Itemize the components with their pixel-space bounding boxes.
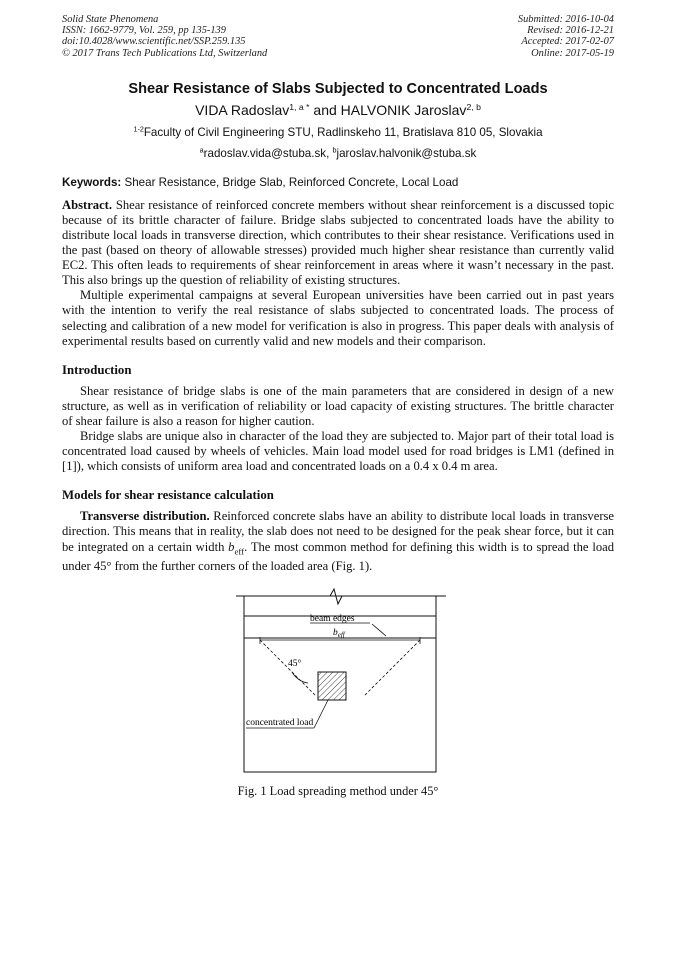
- paper-page: [62, 14, 614, 799]
- journal-info: [62, 14, 267, 59]
- loaded-area: [318, 672, 346, 700]
- online-date: Online: 2017-05-19: [531, 47, 614, 59]
- doi: doi:10.4028/www.scientific.net/SSP.259.135: [62, 36, 246, 48]
- abstract-paragraph-1: [62, 198, 614, 289]
- beff-symbol: b: [228, 539, 235, 554]
- label-45deg: 45°: [288, 659, 302, 670]
- figure-1: [62, 588, 614, 780]
- angle-arc: [292, 672, 308, 683]
- publication-dates: [518, 14, 614, 59]
- affiliation-text: Faculty of Civil Engineering STU, Radlinskeho 11, Bratislava 810 05, Slovakia: [143, 125, 543, 139]
- abstract-p1-text: Shear resistance of reinforced concrete members without shear reinforcement is a discussed topic because of its brittle character of failure. Bridge slabs subjected to concentrated loads have the ability to distribute local loads in transverse direction, which contributes to their shear resistance. Verifications used in the past (based on theory of allowable stresses) provided much higher shear resistance than currently valid EC2. This often leads to requirements of shear reinforcement in areas where it wasn’t necessary in the past. This also brings up the question of reliability of existing structures.: [62, 197, 614, 288]
- spread-line-right: [364, 640, 420, 696]
- beam-edges-leader: [372, 624, 386, 636]
- copyright: © 2017 Trans Tech Publications Ltd, Switzerland: [62, 47, 268, 59]
- label-beam-edges: beam edges: [310, 614, 355, 625]
- introduction-paragraph-2: Bridge slabs are unique also in character of the load they are subjected to. Major part of their total load is concentrated load caused by wheels of vehicles. Main load model used for road bridges is LM1 (defined in [1]), which consists of uniform area load and concentrated loads on a 0.4 x 0.4 m area.: [62, 429, 614, 474]
- label-beff-b: b: [333, 628, 338, 639]
- models-section: [62, 509, 614, 574]
- introduction-section: [62, 384, 614, 475]
- models-paragraph-1: [62, 509, 614, 574]
- introduction-heading: Introduction: [62, 362, 132, 377]
- revised-date: Revised: 2016-12-21: [527, 25, 614, 37]
- email-b-sup: b: [332, 145, 337, 155]
- label-beff-sub: eff: [337, 631, 345, 640]
- author-1-sup: 1, a *: [289, 101, 310, 112]
- load-leader: [314, 700, 328, 728]
- author-line: [62, 102, 614, 118]
- author-emails: [62, 147, 614, 160]
- accepted-date: Accepted: 2017-02-07: [521, 36, 614, 48]
- introduction-paragraph-1: Shear resistance of bridge slabs is one of the main parameters that are considered in design of a new structure, as well as in verification of reliability or load capacity of existing structures. The brittle character of shear failure is also a reason for higher caution.: [62, 383, 614, 428]
- models-p1-b: . The most common method for defining this width is to spread the load under 45° from the further corners of the loaded area (Fig. 1).: [62, 539, 614, 574]
- email-a-sup: a: [199, 145, 204, 155]
- figure-1-caption: Fig. 1 Load spreading method under 45°: [237, 784, 439, 799]
- abstract: [62, 198, 614, 349]
- abstract-label: Abstract.: [62, 197, 113, 212]
- models-p1-a: Reinforced concrete slabs have an ability to distribute local loads in transverse direction. This means that in reality, the slab does not need to be designed for the peak shear force, but it can be integrated on a certain width: [62, 509, 614, 554]
- affiliation-sup: 1-2: [133, 124, 144, 134]
- label-beff: [333, 628, 346, 639]
- author-2-sup: 2, b: [466, 101, 481, 112]
- journal-header: [62, 14, 614, 59]
- abstract-paragraph-2: Multiple experimental campaigns at several European universities have been carried out in past years with the intention to verify the real resistance of slabs subjected to concentrated loads. The process of selecting and calibration of a new model for verification is also in progress. This paper deals with analysis of experimental results based on currently valid and new models and their comparison.: [62, 288, 614, 348]
- keywords: [62, 176, 614, 189]
- email-b: jaroslav.halvonik@stuba.sk: [336, 146, 477, 160]
- load-spreading-diagram: [230, 588, 450, 780]
- beff-subscript: eff: [234, 546, 245, 557]
- keywords-label: Keywords:: [62, 175, 122, 189]
- issn: ISSN: 1662-9779, Vol. 259, pp 135-139: [62, 25, 226, 37]
- author-1-name: VIDA Radoslav: [195, 101, 290, 118]
- affiliation: [62, 126, 614, 139]
- submitted-date: Submitted: 2016-10-04: [517, 14, 614, 25]
- transverse-run-in: Transverse distribution.: [80, 509, 210, 524]
- paper-title: Shear Resistance of Slabs Subjected to Concentrated Loads: [128, 80, 548, 97]
- models-heading: Models for shear resistance calculation: [62, 488, 274, 503]
- email-a: radoslav.vida@stuba.sk,: [203, 146, 333, 160]
- keywords-text: Shear Resistance, Bridge Slab, Reinforced Concrete, Local Load: [121, 175, 459, 189]
- journal-name: Solid State Phenomena: [62, 14, 159, 25]
- label-concentrated-load: concentrated load: [246, 718, 314, 729]
- author-2-name: and HALVONIK Jaroslav: [313, 101, 467, 118]
